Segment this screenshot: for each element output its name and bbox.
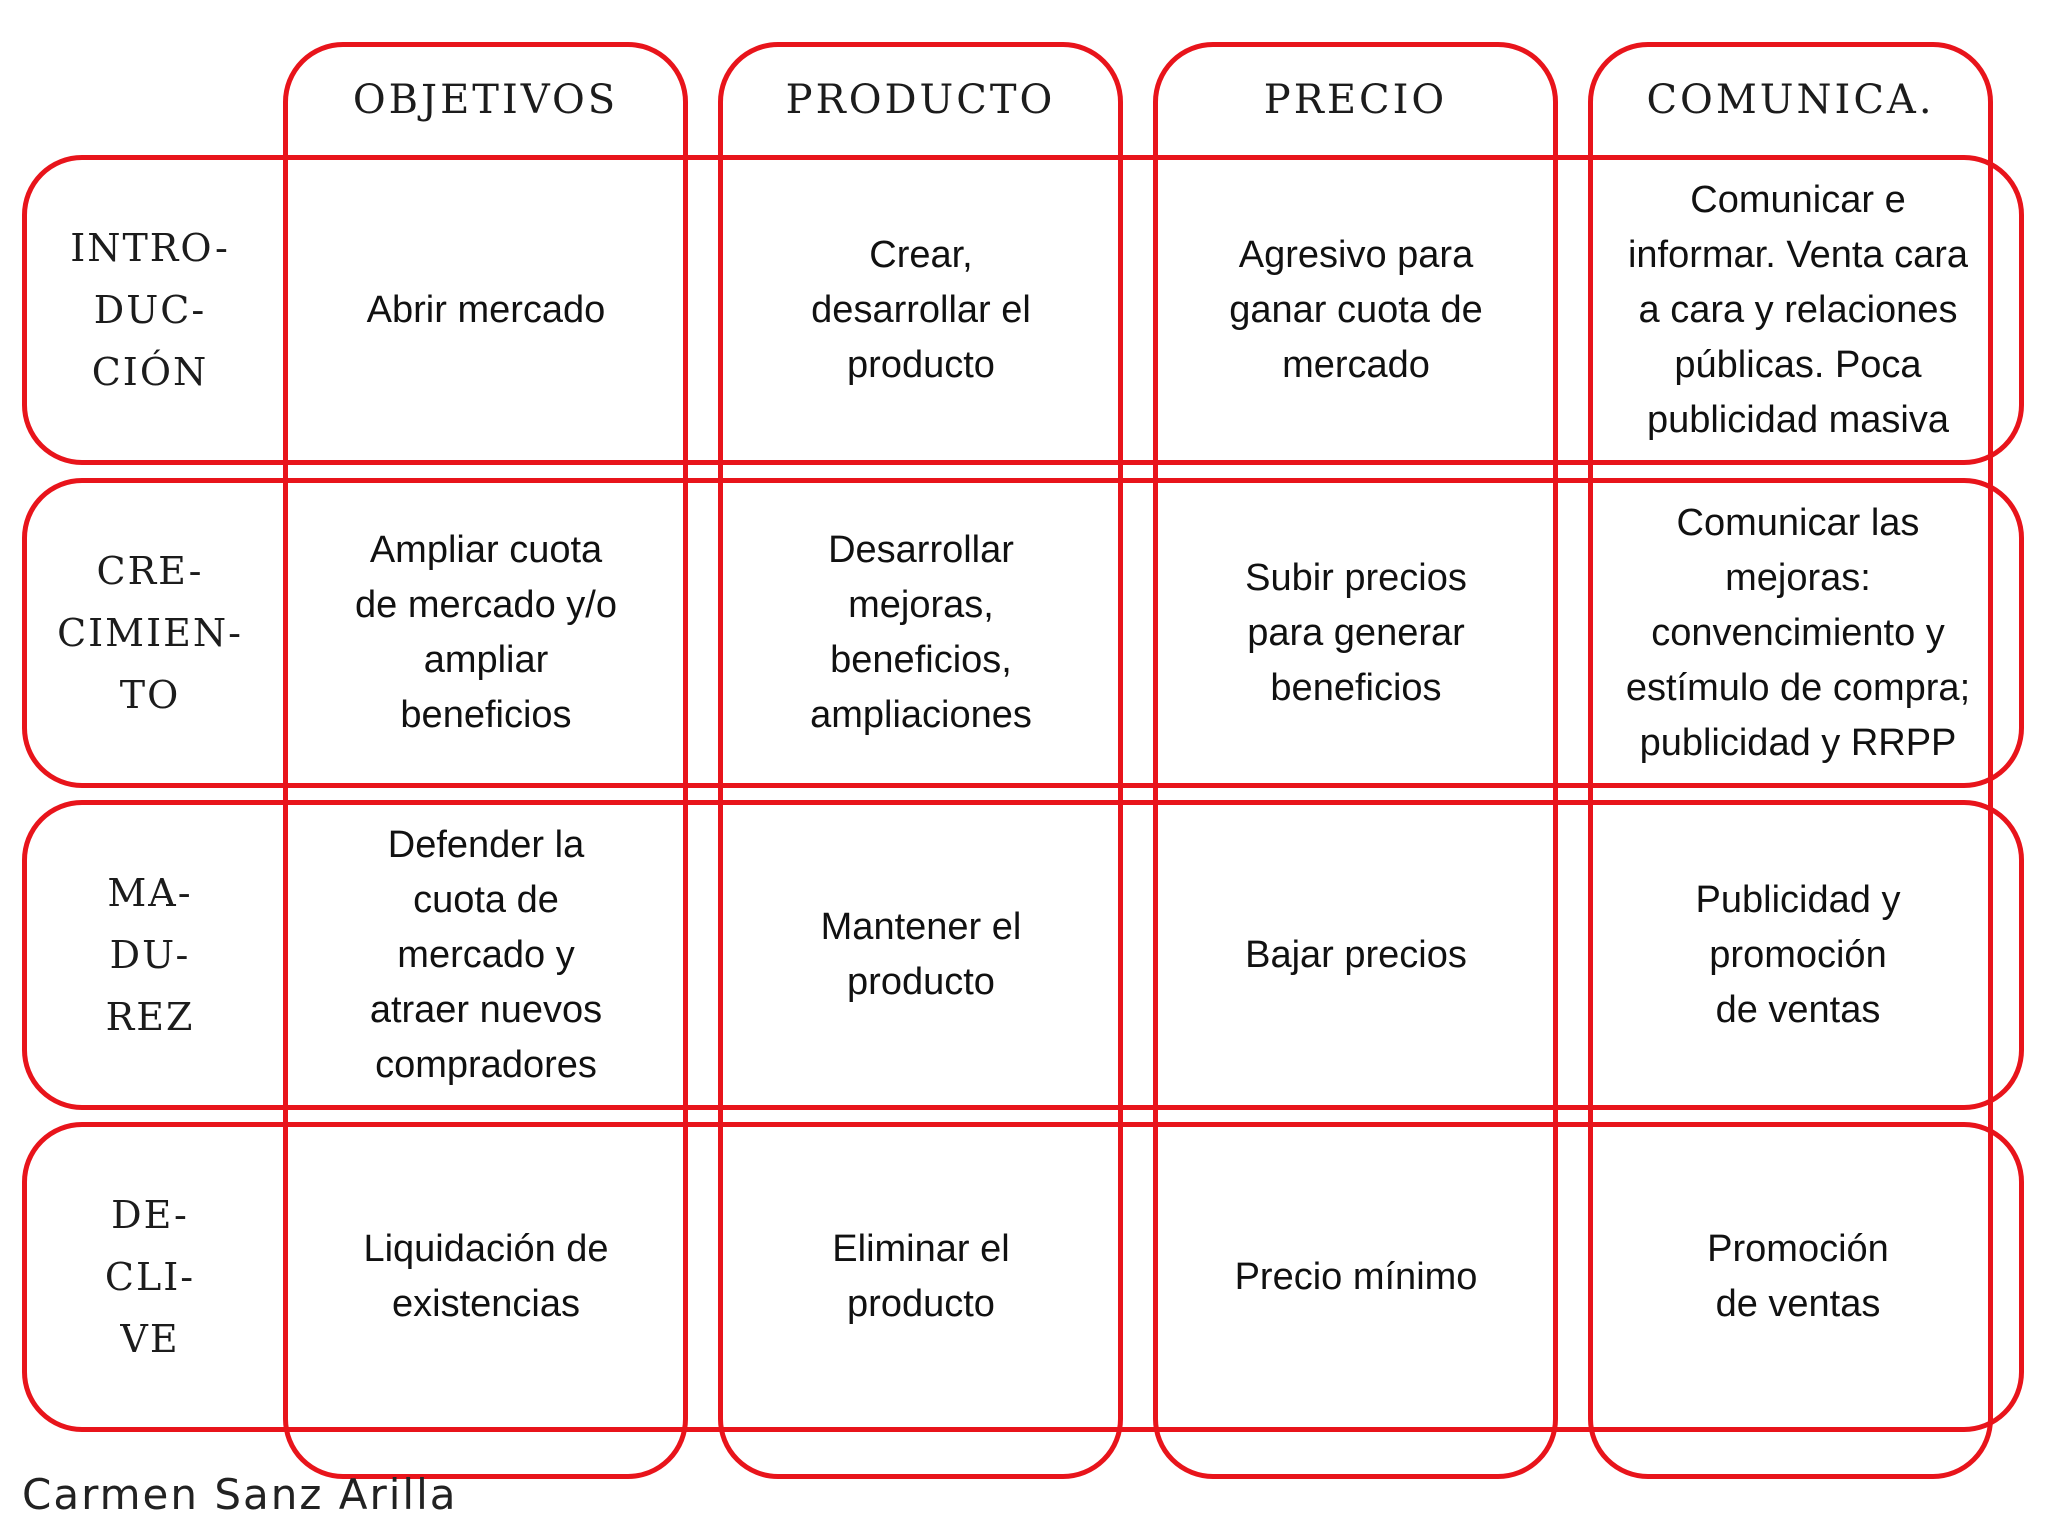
cell-declive-precio: Precio mínimo bbox=[1234, 1255, 1478, 1298]
column-header-comunica: COMUNICA. bbox=[1646, 77, 1935, 123]
column-header-producto: PRODUCTO bbox=[785, 77, 1056, 123]
cell-introduccion-comunica: Comunicar e informar. Venta cara a cara y relaciones públicas. Poca publicidad masiva bbox=[1627, 178, 1969, 441]
row-header-introduccion: INTRO- DUC- CIÓN bbox=[70, 226, 230, 394]
cell-introduccion-producto: Crear, desarrollar el producto bbox=[811, 233, 1031, 386]
cell-introduccion-objetivos: Abrir mercado bbox=[366, 288, 606, 331]
cell-introduccion-precio: Agresivo para ganar cuota de mercado bbox=[1229, 233, 1483, 386]
column-header-precio: PRECIO bbox=[1263, 77, 1448, 123]
cell-madurez-producto: Mantener el producto bbox=[820, 906, 1022, 1003]
cell-crecimiento-objetivos: Ampliar cuota de mercado y/o ampliar beneficios bbox=[355, 529, 617, 736]
row-header-madurez: MA- DU- REZ bbox=[105, 871, 195, 1039]
cell-crecimiento-producto: Desarrollar mejoras, beneficios, ampliaciones bbox=[810, 529, 1032, 736]
row-header-crecimiento: CRE- CIMIEN- TO bbox=[57, 549, 243, 717]
cell-madurez-precio: Bajar precios bbox=[1245, 933, 1467, 976]
cell-crecimiento-precio: Subir precios para generar beneficios bbox=[1245, 556, 1467, 709]
cell-crecimiento-comunica: Comunicar las mejoras: convencimiento y estímulo de compra; publicidad y RRPP bbox=[1625, 501, 1971, 764]
cell-madurez-comunica: Publicidad y promoción de ventas bbox=[1695, 878, 1901, 1031]
row-header-declive: DE- CLI- VE bbox=[104, 1193, 196, 1361]
cell-madurez-objetivos: Defender la cuota de mercado y atraer nuevos compradores bbox=[369, 823, 603, 1086]
cell-declive-comunica: Promoción de ventas bbox=[1707, 1228, 1889, 1325]
cell-declive-producto: Eliminar el producto bbox=[832, 1228, 1010, 1325]
author-signature: Carmen Sanz Arilla bbox=[22, 1470, 458, 1519]
column-header-objetivos: OBJETIVOS bbox=[352, 77, 619, 123]
cell-declive-objetivos: Liquidación de existencias bbox=[363, 1228, 609, 1325]
